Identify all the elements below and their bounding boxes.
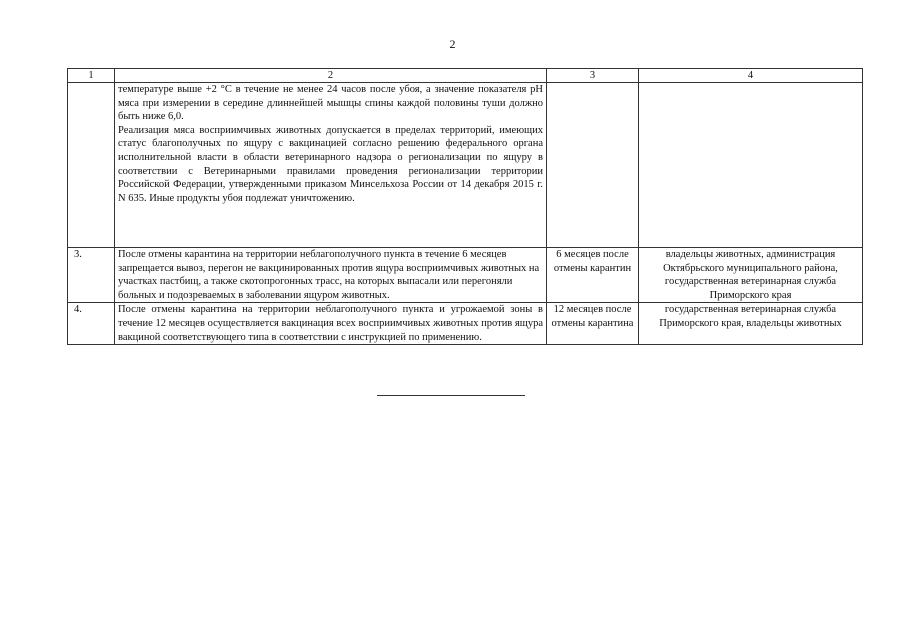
measure-paragraph: Реализация мяса восприимчивых животных допускается в пределах территорий, имеющих статус благополучных по ящуру с вакцинацией согласно решению федерального органа исполнительной власти в области ветеринарного надзора о регионализации по ящуру в соответствии с Ветеринарными правилами проведения регионализации территории Российской Федерации, утвержденными приказом Минсельхоза России от 14 декабря 2015 г. N 635. Иные продукты убоя подлежат уничтожению.	[118, 124, 543, 204]
measure-text	[115, 248, 547, 303]
column-header-1: 1	[68, 69, 115, 83]
measures-table	[67, 68, 863, 345]
term-cell: 6 месяцев после отмены карантин	[547, 248, 639, 303]
measure-text	[115, 83, 547, 248]
table-header-row	[68, 69, 863, 83]
column-header-4: 4	[639, 69, 863, 83]
page-number: 2	[449, 37, 456, 51]
row-number: 4.	[68, 303, 115, 345]
responsible-cell: государственная ветеринарная служба Приморского края, владельцы животных	[639, 303, 863, 345]
table-row	[68, 248, 863, 303]
column-header-3: 3	[547, 69, 639, 83]
responsible-cell	[639, 83, 863, 248]
measure-paragraph: температуре выше +2 °С в течение не менее 24 часов после убоя, а значение показателя pH мяса при измерении в середине длиннейшей мышцы спины каждой половины туши должно быть ниже 6,0.	[118, 84, 543, 123]
row-number: 3.	[68, 248, 115, 303]
term-cell: 12 месяцев после отмены карантина	[547, 303, 639, 345]
table-row	[68, 303, 863, 345]
measure-text	[115, 303, 547, 345]
end-divider-line	[377, 395, 525, 396]
table-row	[68, 83, 863, 248]
measure-paragraph: После отмены карантина на территории неблагополучного пункта в течение 6 месяцев запрещается вывоз, перегон не вакцинированных против ящура восприимчивых животных на участках пастбищ, а также скотопрогонных трасс, на которых выпасали или перегоняли больных и подозреваемых в заболевании ящуром животных.	[118, 249, 540, 301]
row-number	[68, 83, 115, 248]
column-header-2: 2	[115, 69, 547, 83]
measure-paragraph: После отмены карантина на территории неблагополучного пункта и угрожаемой зоны в течение 12 месяцев осуществляется вакцинация всех восприимчивых животных против ящура вакциной соответствующего типа в соответствии с инструкцией по применению.	[118, 304, 543, 343]
responsible-cell: владельцы животных, администрация Октябрьского муниципального района, государственная ветеринарная служба Приморского края	[639, 248, 863, 303]
term-cell	[547, 83, 639, 248]
